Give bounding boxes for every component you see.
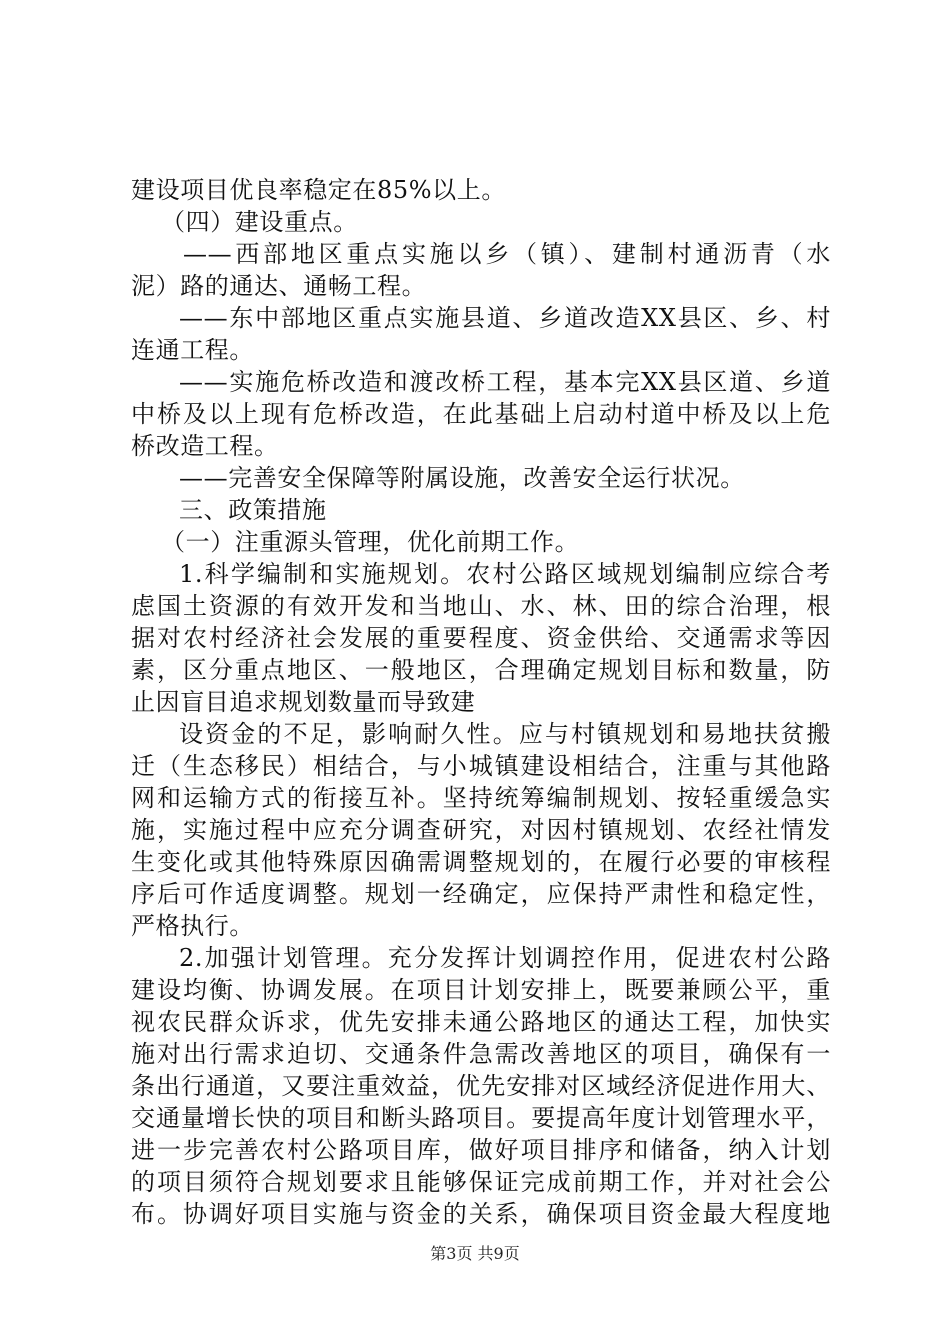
text-line: （一）注重源头管理，优化前期工作。 [161,528,580,556]
text-line: ——实施危桥改造和渡改桥工程，基本完XX县区道、乡道 [179,368,831,396]
text-line: ——东中部地区重点实施县道、乡道改造XX县区、乡、村 [179,304,831,332]
text-line: 施，实施过程中应充分调查研究，对因村镇规划、农经社情发 [131,816,831,844]
text-line: 序后可作适度调整。规划一经确定，应保持严肃性和稳定性， [131,880,831,908]
text-line: 网和运输方式的衔接互补。坚持统筹编制规划、按轻重缓急实 [131,784,831,812]
text-line: 的项目须符合规划要求且能够保证完成前期工作，并对社会公 [131,1168,831,1196]
text-line: （四）建设重点。 [161,208,358,236]
text-line: 建设项目优良率稳定在85%以上。 [131,176,506,204]
text-line: 视农民群众诉求，优先安排未通公路地区的通达工程，加快实 [131,1008,831,1036]
text-line: 交通量增长快的项目和断头路项目。要提高年度计划管理水平， [131,1104,831,1132]
text-line: 虑国土资源的有效开发和当地山、水、林、田的综合治理，根 [131,592,831,620]
text-line: 桥改造工程。 [131,432,279,460]
document-body [131,174,831,1230]
text-line: 生变化或其他特殊原因确需调整规划的，在履行必要的审核程 [131,848,831,876]
text-line: 素，区分重点地区、一般地区，合理确定规划目标和数量，防 [131,656,831,684]
text-line: 设资金的不足，影响耐久性。应与村镇规划和易地扶贫搬 [179,720,831,748]
text-line: 止因盲目追求规划数量而导致建 [131,688,476,716]
text-line: 泥）路的通达、通畅工程。 [131,272,427,300]
page-footer: 第3页 共9页 [430,1244,520,1263]
text-line: 三、政策措施 [179,496,327,524]
text-line: 据对农村经济社会发展的重要程度、资金供给、交通需求等因 [131,624,831,652]
text-line: 建设均衡、协调发展。在项目计划安排上，既要兼顾公平，重 [131,976,831,1004]
text-line: ——西部地区重点实施以乡（镇）、建制村通沥青（水 [183,240,831,268]
text-line: ——完善安全保障等附属设施，改善安全运行状况。 [179,464,745,492]
text-line: 严格执行。 [131,912,254,940]
text-line: 中桥及以上现有危桥改造，在此基础上启动村道中桥及以上危 [131,400,831,428]
text-line: 条出行通道，又要注重效益，优先安排对区域经济促进作用大、 [131,1072,831,1100]
text-line: 1.科学编制和实施规划。农村公路区域规划编制应综合考 [179,560,831,588]
text-line: 连通工程。 [131,336,254,364]
text-line: 布。协调好项目实施与资金的关系，确保项目资金最大程度地 [131,1200,831,1228]
text-line: 2.加强计划管理。充分发挥计划调控作用，促进农村公路 [179,944,831,972]
text-line: 进一步完善农村公路项目库，做好项目排序和储备，纳入计划 [131,1136,831,1164]
text-line: 施对出行需求迫切、交通条件急需改善地区的项目，确保有一 [131,1040,831,1068]
text-line: 迁（生态移民）相结合，与小城镇建设相结合，注重与其他路 [131,752,831,780]
